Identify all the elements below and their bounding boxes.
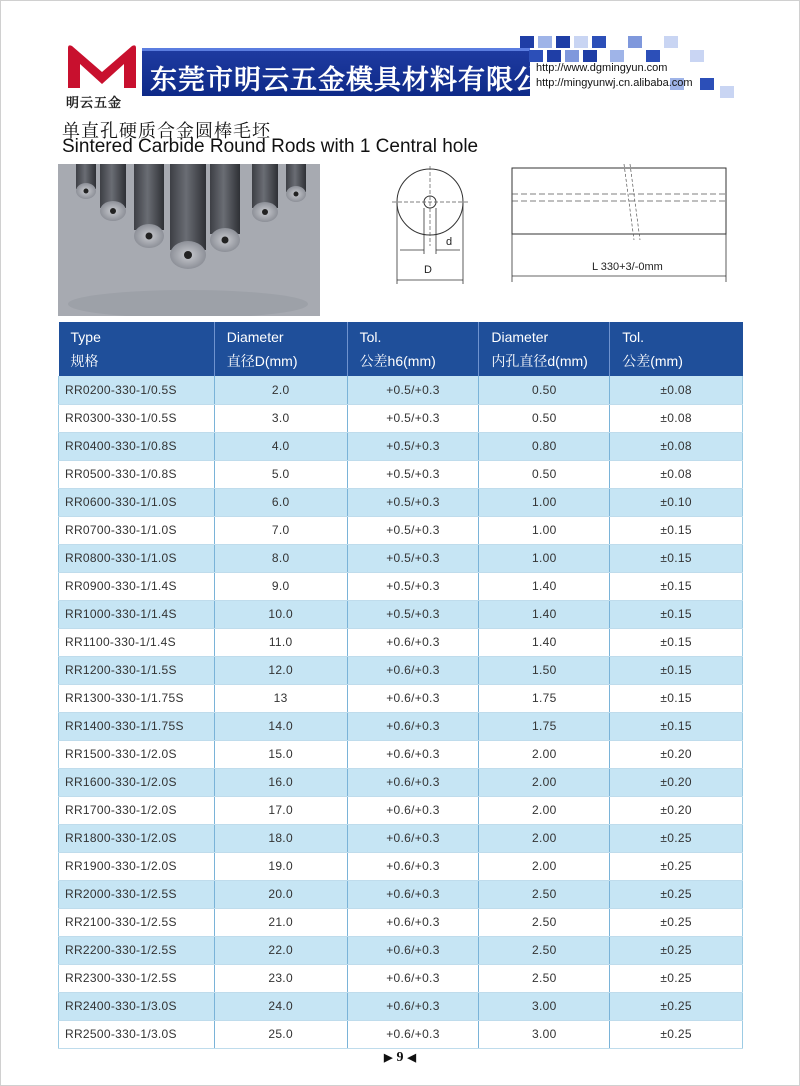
product-photo [58,164,320,316]
m-logo-icon [62,42,142,92]
cell-type: RR1100-330-1/1.4S [59,628,215,656]
page-number: ▶ 9 ◀ [384,1050,416,1065]
table-row [59,628,743,656]
cell-diameter: 23.0 [214,964,347,992]
cell-tolerance-h6: +0.5/+0.3 [347,544,479,572]
table-row [59,796,743,824]
cell-inner-diameter: 2.00 [479,768,610,796]
cell-diameter: 3.0 [214,404,347,432]
page-title-en: Sintered Carbide Round Rods with 1 Central hole [62,136,479,157]
table-row [59,544,743,572]
cell-tolerance-h6: +0.5/+0.3 [347,488,479,516]
cell-diameter: 24.0 [214,992,347,1020]
cell-tolerance: ±0.25 [610,992,743,1020]
cell-diameter: 16.0 [214,768,347,796]
table-row [59,1020,743,1048]
table-row [59,404,743,432]
table-row [59,488,743,516]
cell-tolerance-h6: +0.6/+0.3 [347,852,479,880]
cell-tolerance-h6: +0.5/+0.3 [347,572,479,600]
cell-type: RR1800-330-1/2.0S [59,824,215,852]
cell-inner-diameter: 2.50 [479,936,610,964]
cell-tolerance-h6: +0.6/+0.3 [347,796,479,824]
cell-tolerance-h6: +0.6/+0.3 [347,628,479,656]
cell-tolerance-h6: +0.5/+0.3 [347,600,479,628]
cell-diameter: 7.0 [214,516,347,544]
left-triangle-icon: ◀ [407,1052,416,1064]
cell-tolerance-h6: +0.6/+0.3 [347,740,479,768]
alibaba-url[interactable]: http://mingyunwj.cn.alibaba.com [536,77,693,89]
cell-tolerance-h6: +0.5/+0.3 [347,404,479,432]
cell-tolerance: ±0.25 [610,936,743,964]
cell-tolerance: ±0.25 [610,1020,743,1048]
cell-tolerance: ±0.15 [610,544,743,572]
cell-tolerance: ±0.08 [610,460,743,488]
cell-inner-diameter: 1.40 [479,572,610,600]
table-row [59,432,743,460]
cell-inner-diameter: 2.50 [479,964,610,992]
cell-tolerance-h6: +0.6/+0.3 [347,1020,479,1048]
cell-diameter: 18.0 [214,824,347,852]
cell-inner-diameter: 0.50 [479,376,610,404]
cell-type: RR1000-330-1/1.4S [59,600,215,628]
cell-inner-diameter: 1.40 [479,600,610,628]
cell-inner-diameter: 1.75 [479,712,610,740]
cell-tolerance-h6: +0.6/+0.3 [347,908,479,936]
cell-type: RR2400-330-1/3.0S [59,992,215,1020]
cell-tolerance: ±0.15 [610,572,743,600]
cell-tolerance: ±0.25 [610,880,743,908]
table-row [59,992,743,1020]
cell-tolerance-h6: +0.6/+0.3 [347,656,479,684]
cell-tolerance: ±0.25 [610,824,743,852]
cell-tolerance-h6: +0.6/+0.3 [347,880,479,908]
cell-diameter: 10.0 [214,600,347,628]
cell-inner-diameter: 2.00 [479,740,610,768]
header-diameter: Diameter 直径D(mm) [214,322,347,376]
outer-diameter-label: D [424,264,432,276]
cell-tolerance: ±0.25 [610,964,743,992]
cell-inner-diameter: 3.00 [479,992,610,1020]
cell-diameter: 17.0 [214,796,347,824]
cell-inner-diameter: 2.50 [479,880,610,908]
cell-type: RR2100-330-1/2.5S [59,908,215,936]
cell-tolerance: ±0.15 [610,516,743,544]
cell-tolerance: ±0.15 [610,712,743,740]
cell-type: RR0400-330-1/0.8S [59,432,215,460]
cell-diameter: 8.0 [214,544,347,572]
cell-inner-diameter: 3.00 [479,1020,610,1048]
cell-type: RR1200-330-1/1.5S [59,656,215,684]
cell-tolerance-h6: +0.6/+0.3 [347,684,479,712]
cell-inner-diameter: 1.00 [479,488,610,516]
inner-diameter-label: d [446,236,453,248]
cell-type: RR0300-330-1/0.5S [59,404,215,432]
cross-section-diagram [386,166,476,292]
cell-inner-diameter: 1.75 [479,684,610,712]
cell-tolerance-h6: +0.6/+0.3 [347,824,479,852]
cell-tolerance-h6: +0.6/+0.3 [347,936,479,964]
table-row [59,852,743,880]
table-row [59,712,743,740]
cell-tolerance-h6: +0.5/+0.3 [347,460,479,488]
cell-tolerance-h6: +0.6/+0.3 [347,768,479,796]
table-row [59,460,743,488]
cell-type: RR0500-330-1/0.8S [59,460,215,488]
cell-type: RR0800-330-1/1.0S [59,544,215,572]
cell-diameter: 19.0 [214,852,347,880]
cell-tolerance: ±0.08 [610,404,743,432]
cell-tolerance-h6: +0.6/+0.3 [347,964,479,992]
cell-inner-diameter: 0.50 [479,460,610,488]
company-name: 东莞市明云五金模具材料有限公司 [150,65,570,96]
cell-tolerance: ±0.15 [610,656,743,684]
cell-type: RR1700-330-1/2.0S [59,796,215,824]
cell-diameter: 15.0 [214,740,347,768]
table-row [59,684,743,712]
cell-diameter: 11.0 [214,628,347,656]
cell-tolerance: ±0.25 [610,908,743,936]
cell-tolerance-h6: +0.5/+0.3 [347,432,479,460]
page-title-cn: 单直孔硬质合金圆棒毛坯 [62,121,271,142]
cell-inner-diameter: 2.00 [479,796,610,824]
spec-table [58,322,743,1049]
table-row [59,936,743,964]
table-row [59,740,743,768]
cell-diameter: 25.0 [214,1020,347,1048]
table-row [59,880,743,908]
side-view-diagram [506,164,736,292]
cell-diameter: 20.0 [214,880,347,908]
cell-tolerance-h6: +0.6/+0.3 [347,712,479,740]
cell-inner-diameter: 2.50 [479,908,610,936]
header-tolerance-h6: Tol. 公差h6(mm) [347,322,479,376]
cell-type: RR0900-330-1/1.4S [59,572,215,600]
carbide-rods-image [58,164,320,316]
cell-diameter: 9.0 [214,572,347,600]
cell-tolerance: ±0.15 [610,600,743,628]
cell-type: RR1300-330-1/1.75S [59,684,215,712]
cell-inner-diameter: 1.50 [479,656,610,684]
table-row [59,516,743,544]
cell-inner-diameter: 1.00 [479,516,610,544]
company-banner [142,48,570,96]
cell-diameter: 13 [214,684,347,712]
table-header-row [59,322,743,376]
cell-diameter: 6.0 [214,488,347,516]
table-row [59,600,743,628]
cell-tolerance-h6: +0.6/+0.3 [347,992,479,1020]
cell-diameter: 22.0 [214,936,347,964]
website-url[interactable]: http://www.dgmingyun.com [536,62,668,74]
cell-tolerance: ±0.20 [610,768,743,796]
cell-diameter: 2.0 [214,376,347,404]
cell-type: RR2200-330-1/2.5S [59,936,215,964]
cell-type: RR0600-330-1/1.0S [59,488,215,516]
table-row [59,376,743,404]
cell-inner-diameter: 2.00 [479,824,610,852]
cell-type: RR1400-330-1/1.75S [59,712,215,740]
cell-type: RR1900-330-1/2.0S [59,852,215,880]
cell-diameter: 5.0 [214,460,347,488]
table-row [59,572,743,600]
length-label: L 330+3/-0mm [592,261,663,273]
table-row [59,656,743,684]
cell-tolerance: ±0.10 [610,488,743,516]
cell-tolerance-h6: +0.5/+0.3 [347,516,479,544]
table-row [59,768,743,796]
cell-inner-diameter: 1.40 [479,628,610,656]
cell-tolerance: ±0.25 [610,852,743,880]
cell-type: RR0200-330-1/0.5S [59,376,215,404]
logo-text: 明云五金 [66,96,123,111]
table-row [59,908,743,936]
cell-tolerance: ±0.08 [610,376,743,404]
cell-diameter: 14.0 [214,712,347,740]
table-row [59,964,743,992]
cell-type: RR2000-330-1/2.5S [59,880,215,908]
header-type: Type 规格 [59,322,215,376]
cell-type: RR2300-330-1/2.5S [59,964,215,992]
company-logo [62,42,142,112]
cell-tolerance-h6: +0.5/+0.3 [347,376,479,404]
cell-type: RR1600-330-1/2.0S [59,768,215,796]
cell-tolerance: ±0.15 [610,628,743,656]
cell-type: RR0700-330-1/1.0S [59,516,215,544]
cell-inner-diameter: 0.50 [479,404,610,432]
cell-diameter: 12.0 [214,656,347,684]
cell-inner-diameter: 2.00 [479,852,610,880]
cell-tolerance: ±0.20 [610,796,743,824]
cell-tolerance: ±0.08 [610,432,743,460]
cell-tolerance: ±0.20 [610,740,743,768]
header-inner-diameter: Diameter 内孔直径d(mm) [479,322,610,376]
cell-diameter: 21.0 [214,908,347,936]
cell-inner-diameter: 0.80 [479,432,610,460]
cell-type: RR1500-330-1/2.0S [59,740,215,768]
table-row [59,824,743,852]
header-tolerance: Tol. 公差(mm) [610,322,743,376]
cell-diameter: 4.0 [214,432,347,460]
right-triangle-icon: ▶ [384,1052,393,1064]
cell-tolerance: ±0.15 [610,684,743,712]
cell-type: RR2500-330-1/3.0S [59,1020,215,1048]
cell-inner-diameter: 1.00 [479,544,610,572]
